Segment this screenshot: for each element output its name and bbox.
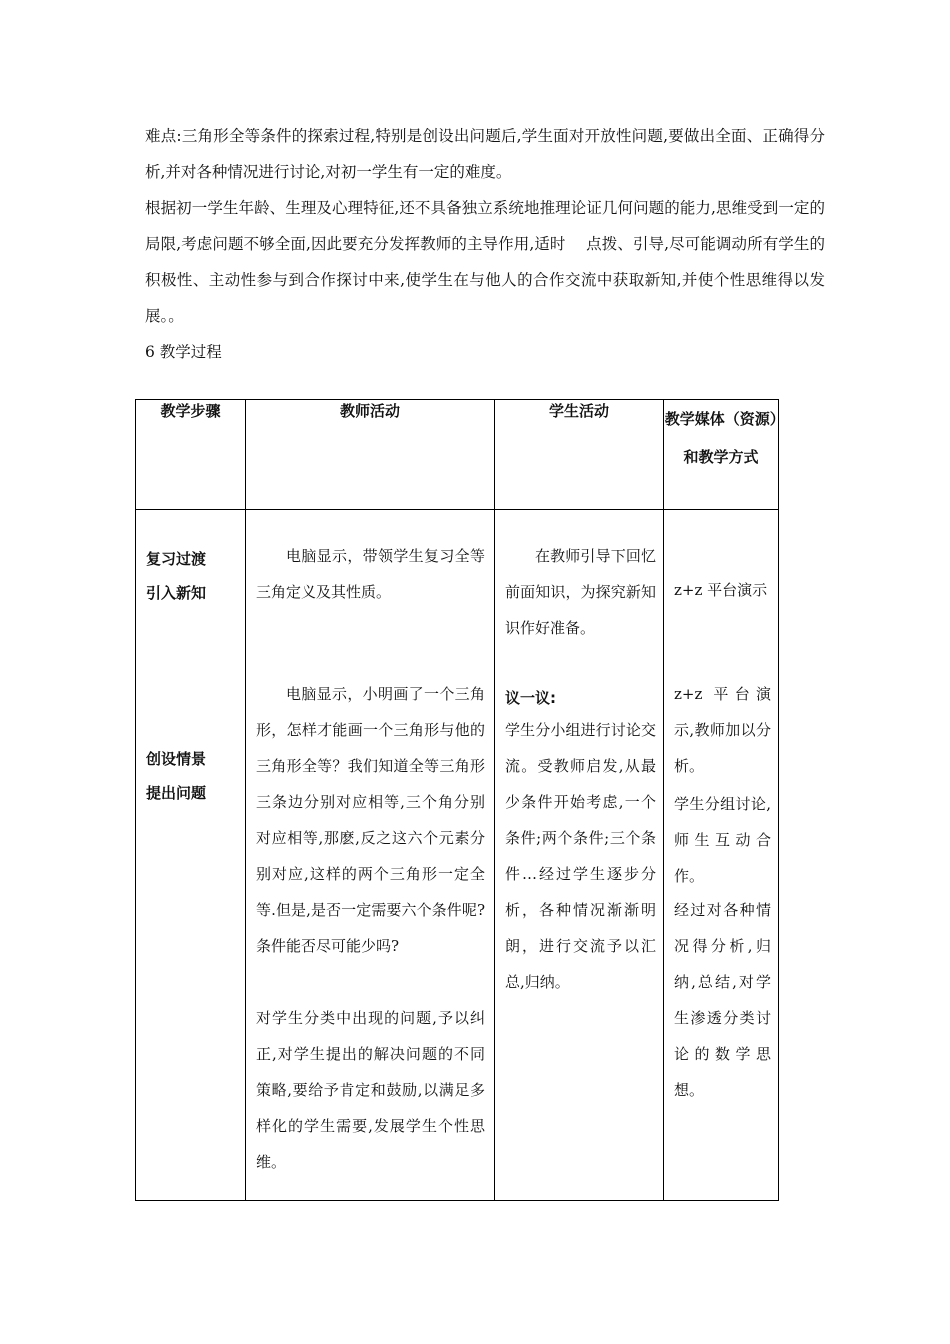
media-review-text: z+z 平台演示: [674, 581, 768, 599]
step-scenario: 创设情景 提出问题: [146, 750, 207, 802]
step-cell: [136, 510, 246, 1201]
student-analysis-paragraph: 根据初一学生年龄、生理及心理特征,还不具备独立系统地推理论证几何问题的能力,思维受到一定的局限,考虑问题不够全面,因此要充分发挥教师的主导作用,适时 点拨、引导,尽可能调动所有学生的积极性、主动性参与到合作探讨中来,使学生在与他人的合作交流中获取新知,并使个性思维得以发展。。: [145, 199, 825, 325]
section-heading: 6 教学过程: [145, 343, 222, 361]
header-teacher-activity: 教师活动: [246, 400, 495, 510]
teacher-feedback-text: 对学生分类中出现的问题,予以纠正,对学生提出的解决问题的不同策略,要给予肯定和鼓励,以满足多样化的学生需要,发展学生个性思维。: [256, 1009, 485, 1171]
student-discuss-text: 学生分小组进行讨论交流。受教师启发,从最少条件开始考虑,一个条件;两个条件;三个条件…经过学生逐步分析，各种情况渐渐明朗，进行交流予以汇总,归纳。: [505, 721, 656, 991]
step-review: 复习过渡 引入新知: [146, 550, 207, 602]
difficulty-paragraph: 难点:三角形全等条件的探索过程,特别是创设出问题后,学生面对开放性问题,要做出全面、正确得分析,并对各种情况进行讨论,对初一学生有一定的难度。: [145, 127, 825, 181]
teacher-scenario-text: 电脑显示，小明画了一个三角形，怎样才能画一个三角形与他的三角形全等？我们知道全等三角形三条边分别对应相等,三个角分别对应相等,那麽,反之这六个元素分别对应,这样的两个三角形一定全等.但是,是否一定需要六个条件呢?条件能否尽可能少吗?: [256, 685, 485, 955]
table-body-row: [136, 510, 779, 1201]
header-teaching-step: 教学步骤: [136, 400, 246, 510]
student-review-text: 在教师引导下回忆前面知识，为探究新知识作好准备。: [505, 547, 656, 637]
table-header-row: [136, 400, 779, 510]
media-group-text: 学生分组讨论,师生互动合作。: [674, 795, 771, 885]
teacher-review-text: 电脑显示，带领学生复习全等三角定义及其性质。: [256, 547, 485, 601]
header-student-activity: 学生活动: [495, 400, 664, 510]
media-summary-text: 经过对各种情况得分析,归纳,总结,对学生渗透分类讨论的数学思想。: [674, 901, 771, 1099]
teacher-activity-cell: [246, 510, 495, 1201]
student-discuss-title: 议一议:: [505, 689, 556, 707]
header-media-method: 教学媒体（资源）和教学方式: [664, 400, 779, 510]
teaching-process-table: [135, 399, 779, 1201]
student-activity-cell: [495, 510, 664, 1201]
media-method-cell: [664, 510, 779, 1201]
media-demo-text: z+z 平台演示,教师加以分析。: [674, 685, 771, 775]
